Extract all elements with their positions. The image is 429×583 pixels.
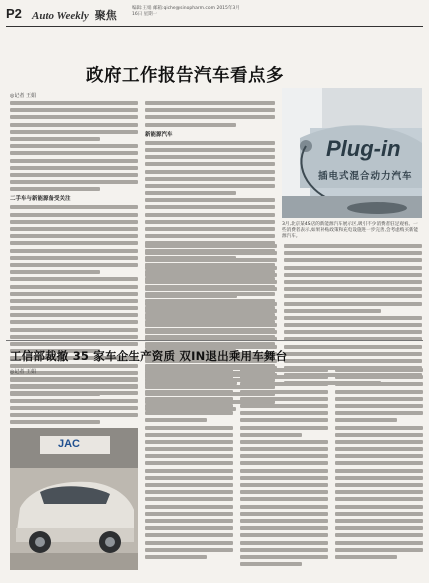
- article2-byline: ◎记者 王娟: [10, 369, 36, 375]
- brand-name: Auto Weekly: [32, 10, 89, 22]
- article2-column-3: [240, 368, 328, 569]
- plug-in-sign-chinese: 插电式混合动力汽车: [318, 171, 413, 182]
- article2-column-4: [335, 368, 423, 562]
- article1-subhead-1: 二手车与新能源备受关注: [10, 196, 71, 203]
- article2-column-1: [10, 377, 138, 427]
- article1-column-3: [145, 244, 277, 388]
- article1-column-4: [284, 244, 422, 388]
- article1-byline: ◎记者 王娟: [10, 93, 36, 99]
- page-header: [6, 4, 423, 27]
- article1-photo: [282, 88, 422, 218]
- article2-photo: [10, 428, 138, 570]
- plug-in-sign-text: Plug-in: [326, 136, 401, 161]
- header-meta: 编辑:王娟 邮箱:qiche@sinopharm.com 2015年3月16日 星期一: [132, 6, 240, 17]
- article-divider: [6, 340, 423, 341]
- article1-subhead-2: 新能源汽车: [145, 131, 173, 138]
- article1-headline: 政府工作报告汽车看点多: [86, 66, 284, 86]
- jac-brand-sign: JAC: [58, 438, 81, 450]
- page-number: P2: [6, 6, 22, 21]
- publication-brand: [32, 7, 117, 23]
- article2-column-2: [145, 368, 233, 562]
- article2-headline: 工信部裁撤 35 家车企生产资质 双IN退出乘用车舞台: [10, 349, 288, 363]
- article1-photo-caption: 3月,北京某4S店的新能源汽车展示区,吸引不少消费者驻足观看。一些消费者表示,如果补贴政策和充电设施进一步完善,会考虑购买新能源汽车。: [282, 222, 419, 239]
- section-name: 聚焦: [94, 9, 117, 22]
